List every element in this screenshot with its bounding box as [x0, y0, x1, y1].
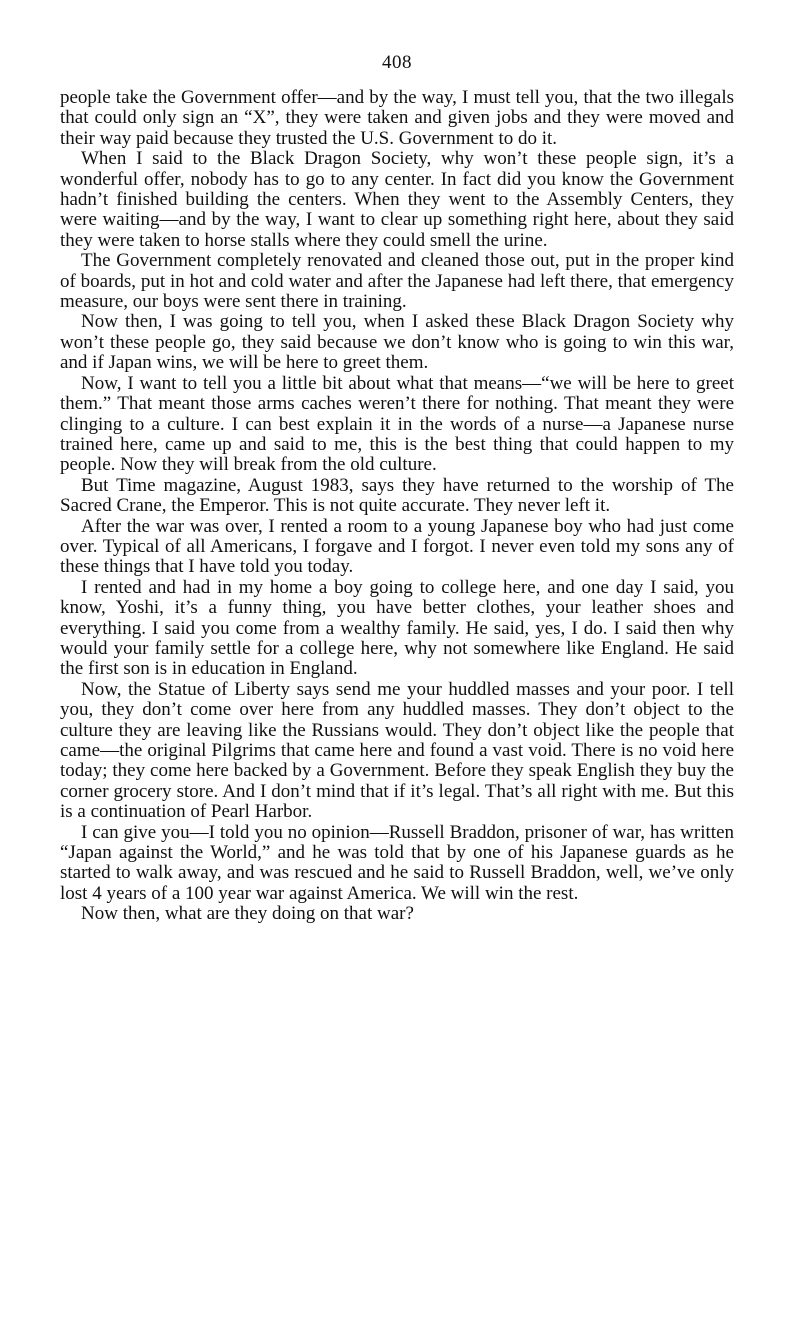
document-page — [60, 52, 734, 925]
body-text — [60, 88, 734, 925]
paragraph: I rented and had in my home a boy going to college here, and one day I said, you know, Yoshi, it’s a funny thing, you have better clothes, your leather shoes and everything. I said you come from a wealthy family. He said, yes, I do. I said then why would your family settle for a college here, why not somewhere like England. He said the first son is in education in England. — [60, 576, 734, 680]
page-number: 408 — [382, 52, 412, 73]
paragraph: Now then, what are they doing on that war? — [81, 903, 414, 925]
paragraph: Now, I want to tell you a little bit about what that means—“we will be here to greet them.” That meant those arms caches weren’t there for nothing. That meant they were clinging to a culture. I can best explain it in the words of a nurse—a Japanese nurse trained here, came up and said to me, this is the best thing that could happen to my people. Now they will break from the old culture. — [60, 372, 734, 476]
paragraph: Now then, I was going to tell you, when I asked these Black Dragon Society why won’t these people go, they said because we don’t know who is going to win this war, and if Japan wins, we will be here to greet them. — [60, 311, 734, 374]
paragraph: people take the Government offer—and by the way, I must tell you, that the two illegals that could only sign an “X”, they were taken and given jobs and they were moved and their way paid because they trusted the U.S. Government to do it. — [60, 87, 734, 149]
paragraph: When I said to the Black Dragon Society, why won’t these people sign, it’s a wonderful offer, nobody has to go to any center. In fact did you know the Government hadn’t finished building the centers. When they went to the Assembly Centers, they were waiting—and by the way, I want to clear up something right here, about they said they were taken to horse stalls where they could smell the urine. — [60, 148, 734, 251]
paragraph: The Government completely renovated and cleaned those out, put in the proper kind of boards, put in hot and cold water and after the Japanese had left there, that emergency measure, our boys were sent there in training. — [60, 250, 734, 313]
paragraph: Now, the Statue of Liberty says send me your huddled masses and your poor. I tell you, they don’t come over here from any huddled masses. They don’t object to the culture they are leaving like the Russians would. They don’t object like the people that came—the original Pilgrims that came here and found a vast void. There is no void here today; they come here backed by a Government. Before they speak English they buy the corner grocery store. And I don’t mind that if it’s legal. That’s all right with me. But this is a continuation of Pearl Harbor. — [60, 678, 734, 823]
paragraph: After the war was over, I rented a room to a young Japanese boy who had just come over. Typical of all Americans, I forgave and I forgot. I never even told my sons any of these things that I have told you today. — [60, 515, 734, 578]
paragraph: But Time magazine, August 1983, says they have returned to the worship of The Sacred Crane, the Emperor. This is not quite accurate. They never left it. — [60, 474, 734, 517]
paragraph: I can give you—I told you no opinion—Russell Braddon, prisoner of war, has written “Japan against the World,” and he was told that by one of his Japanese guards as he started to walk away, and was rescued and he said to Russell Braddon, well, we’ve only lost 4 years of a 100 year war against America. We will win the rest. — [60, 821, 734, 904]
